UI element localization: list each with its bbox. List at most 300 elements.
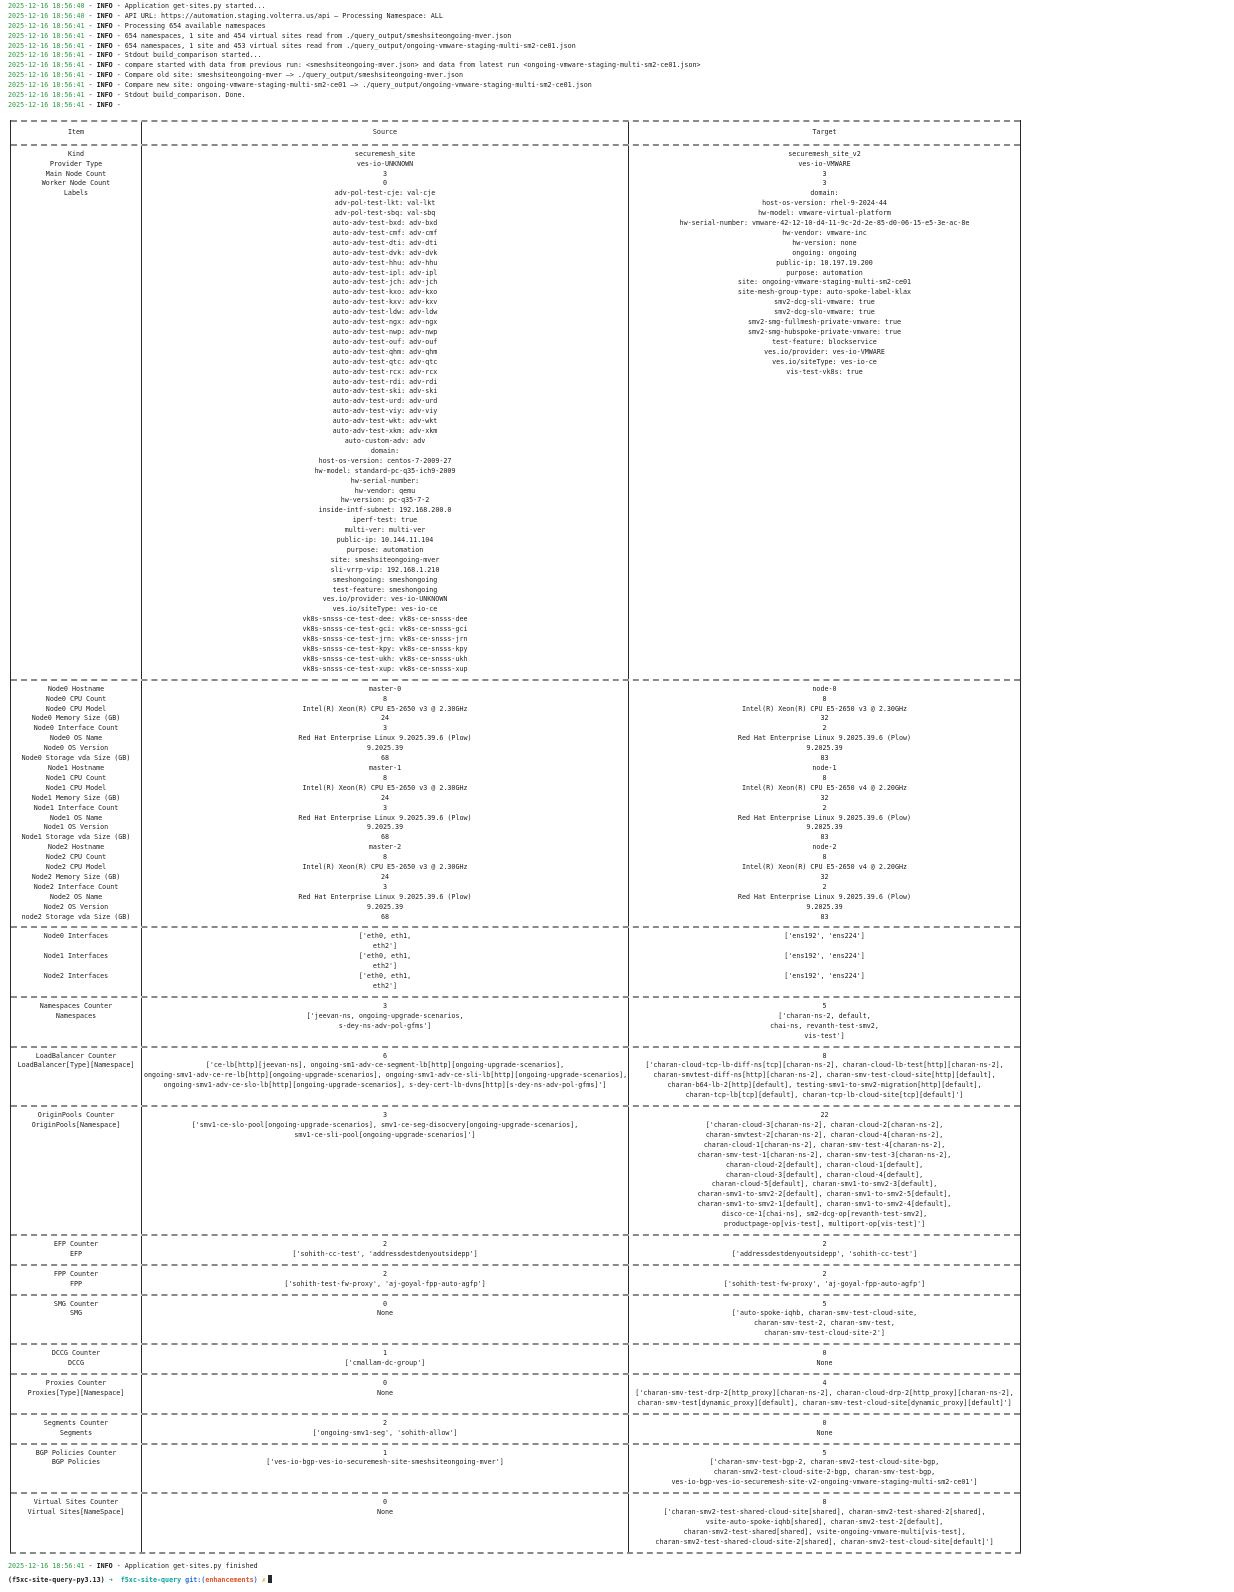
cell-line: 0: [382, 179, 388, 188]
cell-line: ['eth0, eth1,: [358, 952, 412, 961]
log-line: 2025-12-16 18:56:41 - INFO - Stdout build_comparison. Done.: [8, 91, 246, 100]
cell-line: Red Hat Enterprise Linux 9.2025.39.6 (Plow): [298, 813, 472, 822]
cell-line: Node0 Memory Size (GB): [31, 714, 121, 723]
cell-line: ['ce-lb[http][jeevan-ns], ongoing-sm1-adv-ce-segment-lb[http][ongoing-upgrade-scenarios],: [205, 1061, 565, 1070]
cell-line: 68: [380, 754, 390, 763]
cell-line: securemesh_site_v2: [788, 149, 861, 158]
cell-line: BGP Policies Counter: [35, 1448, 117, 1457]
cell-line: charan-tcp-lb[tcp][default], charan-tcp-lb-cloud-site[tcp][default]']: [685, 1091, 964, 1100]
cell-line: smv2-smg-fullmesh-private-vmware: true: [748, 318, 901, 327]
header-cell-item: [11, 122, 141, 144]
cell-line: Node0 Interface Count: [33, 724, 119, 733]
header-label-target: Target: [812, 127, 837, 136]
cell-line: ['auto-spoke-iqhb, charan-smv-test-cloud-site,: [731, 1309, 918, 1318]
cell-line: Node1 Hostname: [47, 763, 105, 772]
cell-item: [11, 998, 141, 1046]
log-line: 2025-12-16 18:56:41 - INFO - compare started with data from previous run: <smeshsiteongoing-mver.json> and data from latest run <ongoing-vmware-staging-multi-sm2-ce01.json>: [8, 61, 701, 70]
cell-line: Node2 Interface Count: [33, 882, 119, 891]
cell-line: 3: [382, 724, 388, 733]
cell-line: Node2 Hostname: [47, 843, 105, 852]
log-timestamp: 2025-12-16 18:56:41: [8, 51, 85, 60]
cell-line: Node1 OS Version: [43, 823, 109, 832]
log-line: 2025-12-16 18:56:41 - INFO - Compare old site: smeshsiteongoing-mver —> ./query_output/smeshsiteongoing-mver.json: [8, 71, 463, 80]
cell-line: charan-smv-test-2, charan-smv-test,: [754, 1319, 895, 1328]
cell-line: 1: [382, 1349, 388, 1358]
cell-line: vk8s-snsss-ce-test-ukh: vk8s-ce-snsss-ukh: [302, 654, 468, 663]
cell-line: [631, 962, 1018, 972]
cell-line: 2: [822, 724, 827, 733]
cell-target: [628, 1345, 1020, 1373]
cell-line: charan-smv2-test-shared[shared], vsite-ongoing-vmware-multi[vis-test],: [683, 1527, 966, 1536]
cell-line: 9.2025.39: [806, 902, 843, 911]
cell-item: [11, 1345, 141, 1373]
cell-source: [141, 1415, 628, 1443]
cell-line: Proxies Counter: [45, 1379, 107, 1388]
cell-line: public-ip: 10.144.11.104: [336, 536, 434, 545]
cell-line: Node2 CPU Model: [45, 863, 107, 872]
cell-line: 3: [382, 1111, 388, 1120]
log-message: - compare started with data from previous run: <smeshsiteongoing-mver.json> and data from latest run <ongoing-vmware-staging-multi-sm2-ce01.json>: [112, 61, 701, 70]
cell-target: [628, 1415, 1020, 1443]
cell-line: charan-smv-test-1[charan-ns-2], charan-smv-test-3[charan-ns-2],: [697, 1150, 952, 1159]
header-cell-target: [628, 122, 1020, 144]
log-timestamp: 2025-12-16 18:56:41: [8, 61, 85, 70]
cell-line: site-mesh-group-type: auto-spoke-label-klax: [737, 288, 912, 297]
cell-line: charan-smv2-test-shared-cloud-site-2[shared], charan-smv2-test-cloud-site[default]']: [655, 1537, 994, 1546]
cell-target: [628, 1296, 1020, 1344]
cell-line: EFP Counter: [53, 1239, 99, 1248]
log-timestamp: 2025-12-16 18:56:41: [8, 91, 85, 100]
shell-prompt-line[interactable]: [0, 1572, 1234, 1586]
cell-line: hw-model: standard-pc-q35-ich9-2009: [314, 466, 456, 475]
log-timestamp: 2025-12-16 18:56:41: [8, 71, 85, 80]
cell-line: node-1: [812, 763, 837, 772]
table-row: [11, 996, 1020, 1046]
cell-line: 0: [382, 1379, 388, 1388]
cell-line: s-dey-ns-adv-pol-gfms']: [338, 1021, 432, 1030]
cell-line: ['sohith-cc-test', 'addressdestdenyoutsidepp']: [292, 1249, 478, 1258]
terminal-log-top: [0, 0, 1234, 111]
table-row: [11, 1105, 1020, 1234]
cell-source: [141, 1345, 628, 1373]
log-message: - Compare old site: smeshsiteongoing-mver —> ./query_output/smeshsiteongoing-mver.json: [112, 71, 463, 80]
cell-line: auto-adv-test-viy: adv-viy: [332, 407, 438, 416]
cell-target: [628, 681, 1020, 927]
cell-line: Main Node Count: [45, 169, 107, 178]
cell-line: auto-custom-adv: adv: [344, 436, 426, 445]
cell-line: master-2: [368, 843, 402, 852]
cell-line: Kind: [67, 149, 85, 158]
cell-line: Node0 CPU Count: [45, 694, 107, 703]
cell-line: eth2']: [372, 962, 398, 971]
cell-line: hw-vendor: qemu: [354, 486, 416, 495]
cell-item: [11, 1296, 141, 1344]
log-timestamp: 2025-12-16 18:56:41: [8, 81, 85, 90]
cell-line: DCCG Counter: [51, 1349, 101, 1358]
table-row: [11, 1294, 1020, 1344]
cell-line: 9.2025.39: [366, 823, 404, 832]
cell-line: adv-pol-test-lkt: val-lkt: [334, 199, 436, 208]
cell-line: auto-adv-test-dti: adv-dti: [332, 238, 438, 247]
table-row: [11, 1343, 1020, 1373]
cell-line: 24: [380, 872, 390, 881]
cell-line: auto-adv-test-kxv: adv-kxv: [332, 298, 438, 307]
cell-line: 0: [822, 1349, 827, 1358]
cell-line: None: [376, 1388, 394, 1397]
cell-line: charan-smv-test-cloud-site-2']: [764, 1329, 885, 1338]
cell-line: vk8s-snsss-ce-test-xup: vk8s-ce-snsss-xup: [302, 664, 468, 673]
cell-target: [628, 146, 1020, 679]
cell-line: Red Hat Enterprise Linux 9.2025.39.6 (Plow): [298, 892, 472, 901]
log-timestamp: 2025-12-16 18:56:41: [8, 31, 85, 40]
cell-line: hw-version: none: [792, 238, 857, 247]
cell-line: auto-adv-test-rdi: adv-rdi: [332, 377, 438, 386]
cell-line: charan-smv1-to-smv2-2[default], charan-smv1-to-smv2-5[default],: [697, 1190, 952, 1199]
cell-line: purpose: automation: [346, 545, 424, 554]
cell-line: Red Hat Enterprise Linux 9.2025.39.6 (Plow): [737, 892, 912, 901]
cell-line: 2: [822, 882, 827, 891]
log-line: 2025-12-16 18:56:41 - INFO - Processing 654 available namespaces: [8, 21, 266, 30]
cell-line: 5: [822, 1299, 827, 1308]
cell-line: Proxies[Type][Namespace]: [27, 1388, 125, 1397]
cell-line: LoadBalancer[Type][Namespace]: [17, 1061, 135, 1070]
log-level: INFO: [96, 61, 113, 70]
cell-target: [628, 998, 1020, 1046]
log-level: INFO: [96, 71, 113, 80]
cell-line: 3: [382, 882, 388, 891]
cell-line: 83: [820, 754, 829, 763]
cell-line: adv-pol-test-sbq: val-sbq: [334, 209, 436, 218]
cell-source: [141, 1107, 628, 1234]
cell-line: Node1 Memory Size (GB): [31, 793, 121, 802]
cell-item: [11, 1048, 141, 1106]
cell-target: [628, 1107, 1020, 1234]
prompt-arrow: ➜: [108, 1575, 121, 1584]
log-line: 2025-12-16 18:56:41 - INFO - 654 namespaces, 1 site and 453 virtual sites read from ./query_output/ongoing-vmware-staging-multi-sm2-ce01.json: [8, 41, 576, 50]
cell-line: ['eth0, eth1,: [358, 972, 412, 981]
cell-line: [13, 982, 139, 992]
cell-line: iperf-test: true: [352, 516, 418, 525]
cell-line: node-2: [812, 843, 837, 852]
cell-line: hw-model: vmware-virtual-platform: [758, 209, 891, 218]
cell-line: 32: [820, 872, 829, 881]
log-timestamp: 2025-12-16 18:56:41: [8, 21, 85, 30]
cell-line: ['jeevan-ns, ongoing-upgrade-scenarios,: [306, 1011, 464, 1020]
cell-target: [628, 1048, 1020, 1106]
cell-line: Intel(R) Xeon(R) CPU E5-2650 v3 @ 2.30GHz: [741, 704, 908, 713]
cell-line: Node2 OS Name: [49, 892, 103, 901]
cell-target: [628, 1375, 1020, 1413]
cell-line: auto-adv-test-ski: adv-ski: [332, 387, 438, 396]
log-message: - Processing 654 available namespaces: [112, 21, 266, 30]
cell-line: ['ens192', 'ens224']: [784, 932, 865, 941]
cell-line: host-os-version: centos-7-2009-27: [318, 456, 452, 465]
cell-line: vk8s-snsss-ce-test-gci: vk8s-ce-snsss-gci: [302, 625, 468, 634]
log-line: 2025-12-16 18:56:41 - INFO - 654 namespaces, 1 site and 454 virtual sites read from ./query_output/smeshsiteongoing-mver.json: [8, 31, 512, 40]
cell-line: auto-adv-test-jch: adv-jch: [332, 278, 438, 287]
header-label-source: Source: [372, 127, 398, 136]
cell-line: 8: [822, 1051, 827, 1060]
cell-line: 6: [382, 1051, 388, 1060]
log-message: - API URL: https://automation.staging.volterra.us/api — Processing Namespace: ALL: [112, 11, 443, 20]
cell-line: Segments: [59, 1428, 93, 1437]
cell-line: smv2-smg-hubspoke-private-vmware: true: [748, 328, 901, 337]
log-message: - Application get-sites.py started...: [112, 2, 266, 10]
cell-line: 3: [382, 169, 388, 178]
cell-line: 3: [822, 179, 827, 188]
cell-line: 2: [382, 1269, 388, 1278]
cell-line: inside-intf-subnet: 192.168.200.0: [318, 506, 452, 515]
cell-item: [11, 1445, 141, 1493]
cell-line: site: ongoing-vmware-staging-multi-sm2-ce01: [737, 278, 912, 287]
cell-line: Intel(R) Xeon(R) CPU E5-2650 v3 @ 2.30GHz: [302, 863, 468, 872]
cell-line: Labels: [63, 189, 89, 198]
cell-source: [141, 681, 628, 927]
log-level: INFO: [96, 31, 113, 40]
cell-line: [631, 982, 1018, 992]
cell-line: Node1 Interface Count: [33, 803, 119, 812]
cell-line: 8: [382, 853, 388, 862]
cell-line: chai-ns, revanth-test-smv2,: [770, 1021, 879, 1030]
cell-line: charan-smv1-to-smv2-1[default], charan-smv1-to-smv2-4[default],: [697, 1200, 952, 1209]
log-message: - Application get-sites.py finished: [112, 1561, 258, 1570]
cell-line: 24: [380, 793, 390, 802]
cell-item: [11, 1375, 141, 1413]
cell-line: purpose: automation: [786, 268, 863, 277]
cell-line: 24: [380, 714, 390, 723]
cell-line: Node2 OS Version: [43, 902, 109, 911]
cell-line: Node2 CPU Count: [45, 853, 107, 862]
cell-line: Red Hat Enterprise Linux 9.2025.39.6 (Plow): [737, 813, 912, 822]
table-row: [11, 1234, 1020, 1264]
cell-line: auto-adv-test-nwp: adv-nwp: [332, 328, 438, 337]
cell-line: charan-smvtest-diff-ns[http][charan-ns-2], charan-smv-test-cloud-site[http][default],: [653, 1071, 996, 1080]
cell-line: domain:: [370, 446, 400, 455]
cell-line: ['charan-smv2-test-shared-cloud-site[shared], charan-smv2-test-shared-2[shared],: [663, 1508, 986, 1517]
cell-line: 32: [820, 714, 829, 723]
cell-line: [631, 942, 1018, 952]
cell-line: auto-adv-test-bxd: adv-bxd: [332, 219, 438, 228]
cell-line: Red Hat Enterprise Linux 9.2025.39.6 (Plow): [737, 734, 912, 743]
cell-line: 9.2025.39: [806, 823, 843, 832]
cell-line: 68: [380, 833, 390, 842]
log-message: - 654 namespaces, 1 site and 454 virtual sites read from ./query_output/smeshsiteongoing-mver.json: [112, 31, 512, 40]
cell-line: securemesh_site: [354, 149, 416, 158]
cell-line: Intel(R) Xeon(R) CPU E5-2650 v4 @ 2.20GHz: [741, 863, 908, 872]
cell-line: Intel(R) Xeon(R) CPU E5-2650 v4 @ 2.20GHz: [741, 783, 908, 792]
cell-line: Red Hat Enterprise Linux 9.2025.39.6 (Plow): [298, 734, 472, 743]
cell-item: [11, 1107, 141, 1234]
cell-line: FPP Counter: [53, 1269, 99, 1278]
cell-line: LoadBalancer Counter: [35, 1051, 117, 1060]
prompt-dirty-flag: ✗: [261, 1575, 266, 1584]
cell-line: None: [816, 1428, 833, 1437]
cell-target: [628, 1266, 1020, 1294]
cell-line: hw-vendor: vmware-inc: [782, 228, 867, 237]
cell-line: Virtual Sites[NameSpace]: [27, 1508, 125, 1517]
log-timestamp: 2025-12-16 18:56:41: [8, 41, 85, 50]
cell-line: ongoing-smv1-adv-ce-slo-lb[http][ongoing-upgrade-scenarios], s-dey-cert-lb-dvns[http][s-dey-ns-adv-pol-gfms]']: [163, 1081, 607, 1090]
cell-line: smv2-dcg-slo-vmware: true: [774, 308, 875, 317]
cell-line: domain:: [810, 189, 839, 198]
log-line: 2025-12-16 18:56:41 - INFO - Application get-sites.py finished: [8, 1561, 258, 1570]
cell-line: Provider Type: [49, 159, 103, 168]
cell-line: 0: [822, 1418, 827, 1427]
cell-item: [11, 1236, 141, 1264]
cell-line: None: [376, 1309, 394, 1318]
table-row: [11, 1373, 1020, 1413]
cell-line: 83: [820, 912, 829, 921]
cell-line: auto-adv-test-xkm: adv-xkm: [332, 427, 438, 436]
cell-line: 22: [820, 1111, 829, 1120]
cell-line: Intel(R) Xeon(R) CPU E5-2650 v3 @ 2.30GHz: [302, 783, 468, 792]
cell-line: DCCG: [67, 1359, 85, 1368]
cell-line: charan-cloud-3[default], charan-cloud-4[default],: [725, 1170, 924, 1179]
cell-line: ['charan-smv-test-drp-2[http_proxy][charan-ns-2], charan-cloud-drp-2[http_proxy][charan-ns-2],: [635, 1388, 1014, 1397]
cell-line: vk8s-snsss-ce-test-kpy: vk8s-ce-snsss-kpy: [302, 645, 468, 654]
cell-line: node2 Storage vda Size (GB): [21, 912, 131, 921]
cell-line: 9.2025.39: [366, 744, 404, 753]
cell-source: [141, 1266, 628, 1294]
prompt-dir: f5xc-site-query: [120, 1575, 186, 1584]
log-message: - 654 namespaces, 1 site and 453 virtual sites read from ./query_output/ongoing-vmware-staging-multi-sm2-ce01.json: [112, 41, 576, 50]
table-row: [11, 1046, 1020, 1106]
cell-line: hw-serial-number: vmware-42-12-10-d4-11-9c-2d-2e-85-d0-06-15-e5-3e-ac-8e: [679, 219, 970, 228]
cell-line: 0: [382, 1498, 388, 1507]
cell-line: OriginPools[Namespace]: [31, 1120, 121, 1129]
cell-line: 0: [382, 1299, 388, 1308]
cell-line: auto-adv-test-ipl: adv-ipl: [332, 268, 438, 277]
cell-line: 9.2025.39: [366, 902, 404, 911]
log-level: INFO: [96, 91, 113, 100]
cell-source: [141, 1445, 628, 1493]
log-line: 2025-12-16 18:56:40 - INFO - API URL: https://automation.staging.volterra.us/api — Processing Namespace: ALL: [8, 11, 443, 20]
cell-line: Segments Counter: [43, 1418, 109, 1427]
cell-line: 8: [822, 853, 827, 862]
cell-line: 8: [382, 694, 388, 703]
cell-line: ves.io/siteType: ves-io-ce: [332, 605, 438, 614]
cell-line: Node0 Interfaces: [43, 932, 109, 941]
cell-line: node-0: [812, 684, 837, 693]
cell-line: charan-smv-test[dynamic_proxy][default], charan-smv-test-cloud-site[dynamic_proxy][default]']: [637, 1398, 1012, 1407]
cell-line: 8: [822, 773, 827, 782]
cell-line: [13, 962, 139, 972]
log-message: - Compare new site: ongoing-vmware-staging-multi-sm2-ce01 —> ./query_output/ongoing-vmware-staging-multi-sm2-ce01.json: [112, 81, 592, 90]
cell-target: [628, 1236, 1020, 1264]
log-message: - Stdout build_comparison. Done.: [112, 91, 246, 100]
cell-line: charan-smv2-test-cloud-site-2-bgp, charan-smv-test-bgp,: [713, 1468, 936, 1477]
cell-line: 2: [382, 1418, 388, 1427]
log-level: INFO: [96, 100, 113, 109]
cell-line: smeshongoing: smeshongoing: [332, 575, 438, 584]
prompt-branch: enhancements: [205, 1575, 254, 1584]
cell-line: ongoing: ongoing: [792, 248, 857, 257]
cell-line: test-feature: blockservice: [772, 337, 877, 346]
cell-source: [141, 928, 628, 995]
cell-line: None: [816, 1359, 833, 1368]
cell-line: OriginPools Counter: [37, 1111, 115, 1120]
cell-item: [11, 681, 141, 927]
cell-target: [628, 1494, 1020, 1552]
cell-line: smv1-ce-sli-pool[ongoing-upgrade-scenarios]']: [294, 1130, 476, 1139]
cell-line: ves.io/provider: ves-io-VMWARE: [764, 347, 885, 356]
cell-line: 3: [822, 169, 827, 178]
cell-source: [141, 998, 628, 1046]
cell-line: test-feature: smeshongoing: [332, 585, 438, 594]
cell-line: master-1: [368, 763, 402, 772]
table-row: [11, 1413, 1020, 1443]
log-line: 2025-12-16 18:56:40 - INFO - Application get-sites.py started...: [8, 2, 266, 10]
cell-line: Node1 OS Name: [49, 813, 103, 822]
cell-line: ['smv1-ce-slo-pool[ongoing-upgrade-scenarios], smv1-ce-seg-disocvery[ongoing-upgrade-scenarios],: [191, 1120, 579, 1129]
cell-line: FPP: [69, 1279, 83, 1288]
cell-line: auto-adv-test-ldw: adv-ldw: [332, 308, 438, 317]
cell-line: auto-adv-test-qtc: adv-qtc: [332, 357, 438, 366]
log-line: 2025-12-16 18:56:41 - INFO - Compare new site: ongoing-vmware-staging-multi-sm2-ce01 —> ./query_output/ongoing-vmware-staging-multi-sm2-ce01.json: [8, 81, 592, 90]
cell-line: ves-io-UNKNOWN: [356, 159, 414, 168]
cell-item: [11, 146, 141, 679]
comparison-table: [10, 120, 1021, 1554]
cell-line: Node1 CPU Model: [45, 783, 107, 792]
cell-line: auto-adv-test-ouf: adv-ouf: [332, 337, 438, 346]
cell-line: multi-ver: multi-ver: [344, 526, 426, 535]
cell-line: productpage-op[vis-test], multiport-op[vis-test]']: [723, 1220, 926, 1229]
cell-line: adv-pol-test-cje: val-cje: [334, 189, 436, 198]
log-timestamp: 2025-12-16 18:56:41: [8, 1561, 85, 1570]
log-timestamp: 2025-12-16 18:56:41: [8, 100, 85, 109]
log-timestamp: 2025-12-16 18:56:40: [8, 11, 85, 20]
cell-line: charan-cloud-5[default], charan-smv1-to-smv2-3[default],: [711, 1180, 938, 1189]
cell-line: SMG Counter: [53, 1299, 99, 1308]
cell-line: vsite-auto-spoke-iqhb[shared], charan-smv2-test-2[default],: [705, 1517, 944, 1526]
table-row: [11, 926, 1020, 995]
cell-line: ['cmallam-dc-group']: [344, 1359, 426, 1368]
cell-line: ['charan-cloud-tcp-lb-diff-ns[tcp][charan-ns-2], charan-cloud-lb-test[http][charan-ns-2],: [645, 1061, 1004, 1070]
cell-line: ['sohith-test-fw-proxy', 'aj-goyal-fpp-auto-agfp']: [284, 1279, 486, 1288]
cell-line: 68: [380, 912, 390, 921]
cell-line: Node1 Interfaces: [43, 952, 109, 961]
cell-line: 83: [820, 833, 829, 842]
cell-line: ves-io-bgp-ves-io-securemesh-site-v2-ongoing-vmware-staging-multi-sm2-ce01']: [671, 1478, 978, 1487]
prompt-venv: (f5xc-site-query-py3.13): [8, 1575, 109, 1584]
cell-line: Node0 Hostname: [47, 684, 105, 693]
cell-line: ['addressdestdenyoutsidepp', 'sohith-cc-test']: [731, 1249, 918, 1258]
cell-line: auto-adv-test-dvk: adv-dvk: [332, 248, 438, 257]
cell-line: ['charan-cloud-3[charan-ns-2], charan-cloud-2[charan-ns-2],: [705, 1120, 944, 1129]
cell-source: [141, 1494, 628, 1552]
table-row: [11, 144, 1020, 679]
cell-line: charan-b64-lb-2[http][default], testing-smv1-to-smv2-migration[http][default],: [667, 1081, 982, 1090]
log-level: INFO: [96, 11, 113, 20]
cell-line: Node0 CPU Model: [45, 704, 107, 713]
cell-line: auto-adv-test-ngx: adv-ngx: [332, 318, 438, 327]
cell-line: Node1 CPU Count: [45, 773, 107, 782]
log-timestamp: 2025-12-16 18:56:40: [8, 2, 85, 10]
cell-line: disco-ce-1[chai-ns], sm2-dcg-op[revanth-test-smv2],: [721, 1210, 928, 1219]
cell-line: Virtual Sites Counter: [33, 1498, 119, 1507]
log-line: 2025-12-16 18:56:41 - INFO - Stdout build_comparison started...: [8, 51, 262, 60]
cell-source: [141, 1375, 628, 1413]
terminal-log-bottom: [0, 1554, 1234, 1572]
log-message: - Stdout build_comparison started...: [112, 51, 262, 60]
log-level: INFO: [96, 41, 113, 50]
cell-line: SMG: [69, 1309, 83, 1318]
cell-line: 2: [822, 1269, 827, 1278]
cell-line: vis-test-vk8s: true: [786, 367, 863, 376]
cell-item: [11, 1266, 141, 1294]
table-row: [11, 1264, 1020, 1294]
cell-line: Node0 Storage vda Size (GB): [21, 754, 131, 763]
